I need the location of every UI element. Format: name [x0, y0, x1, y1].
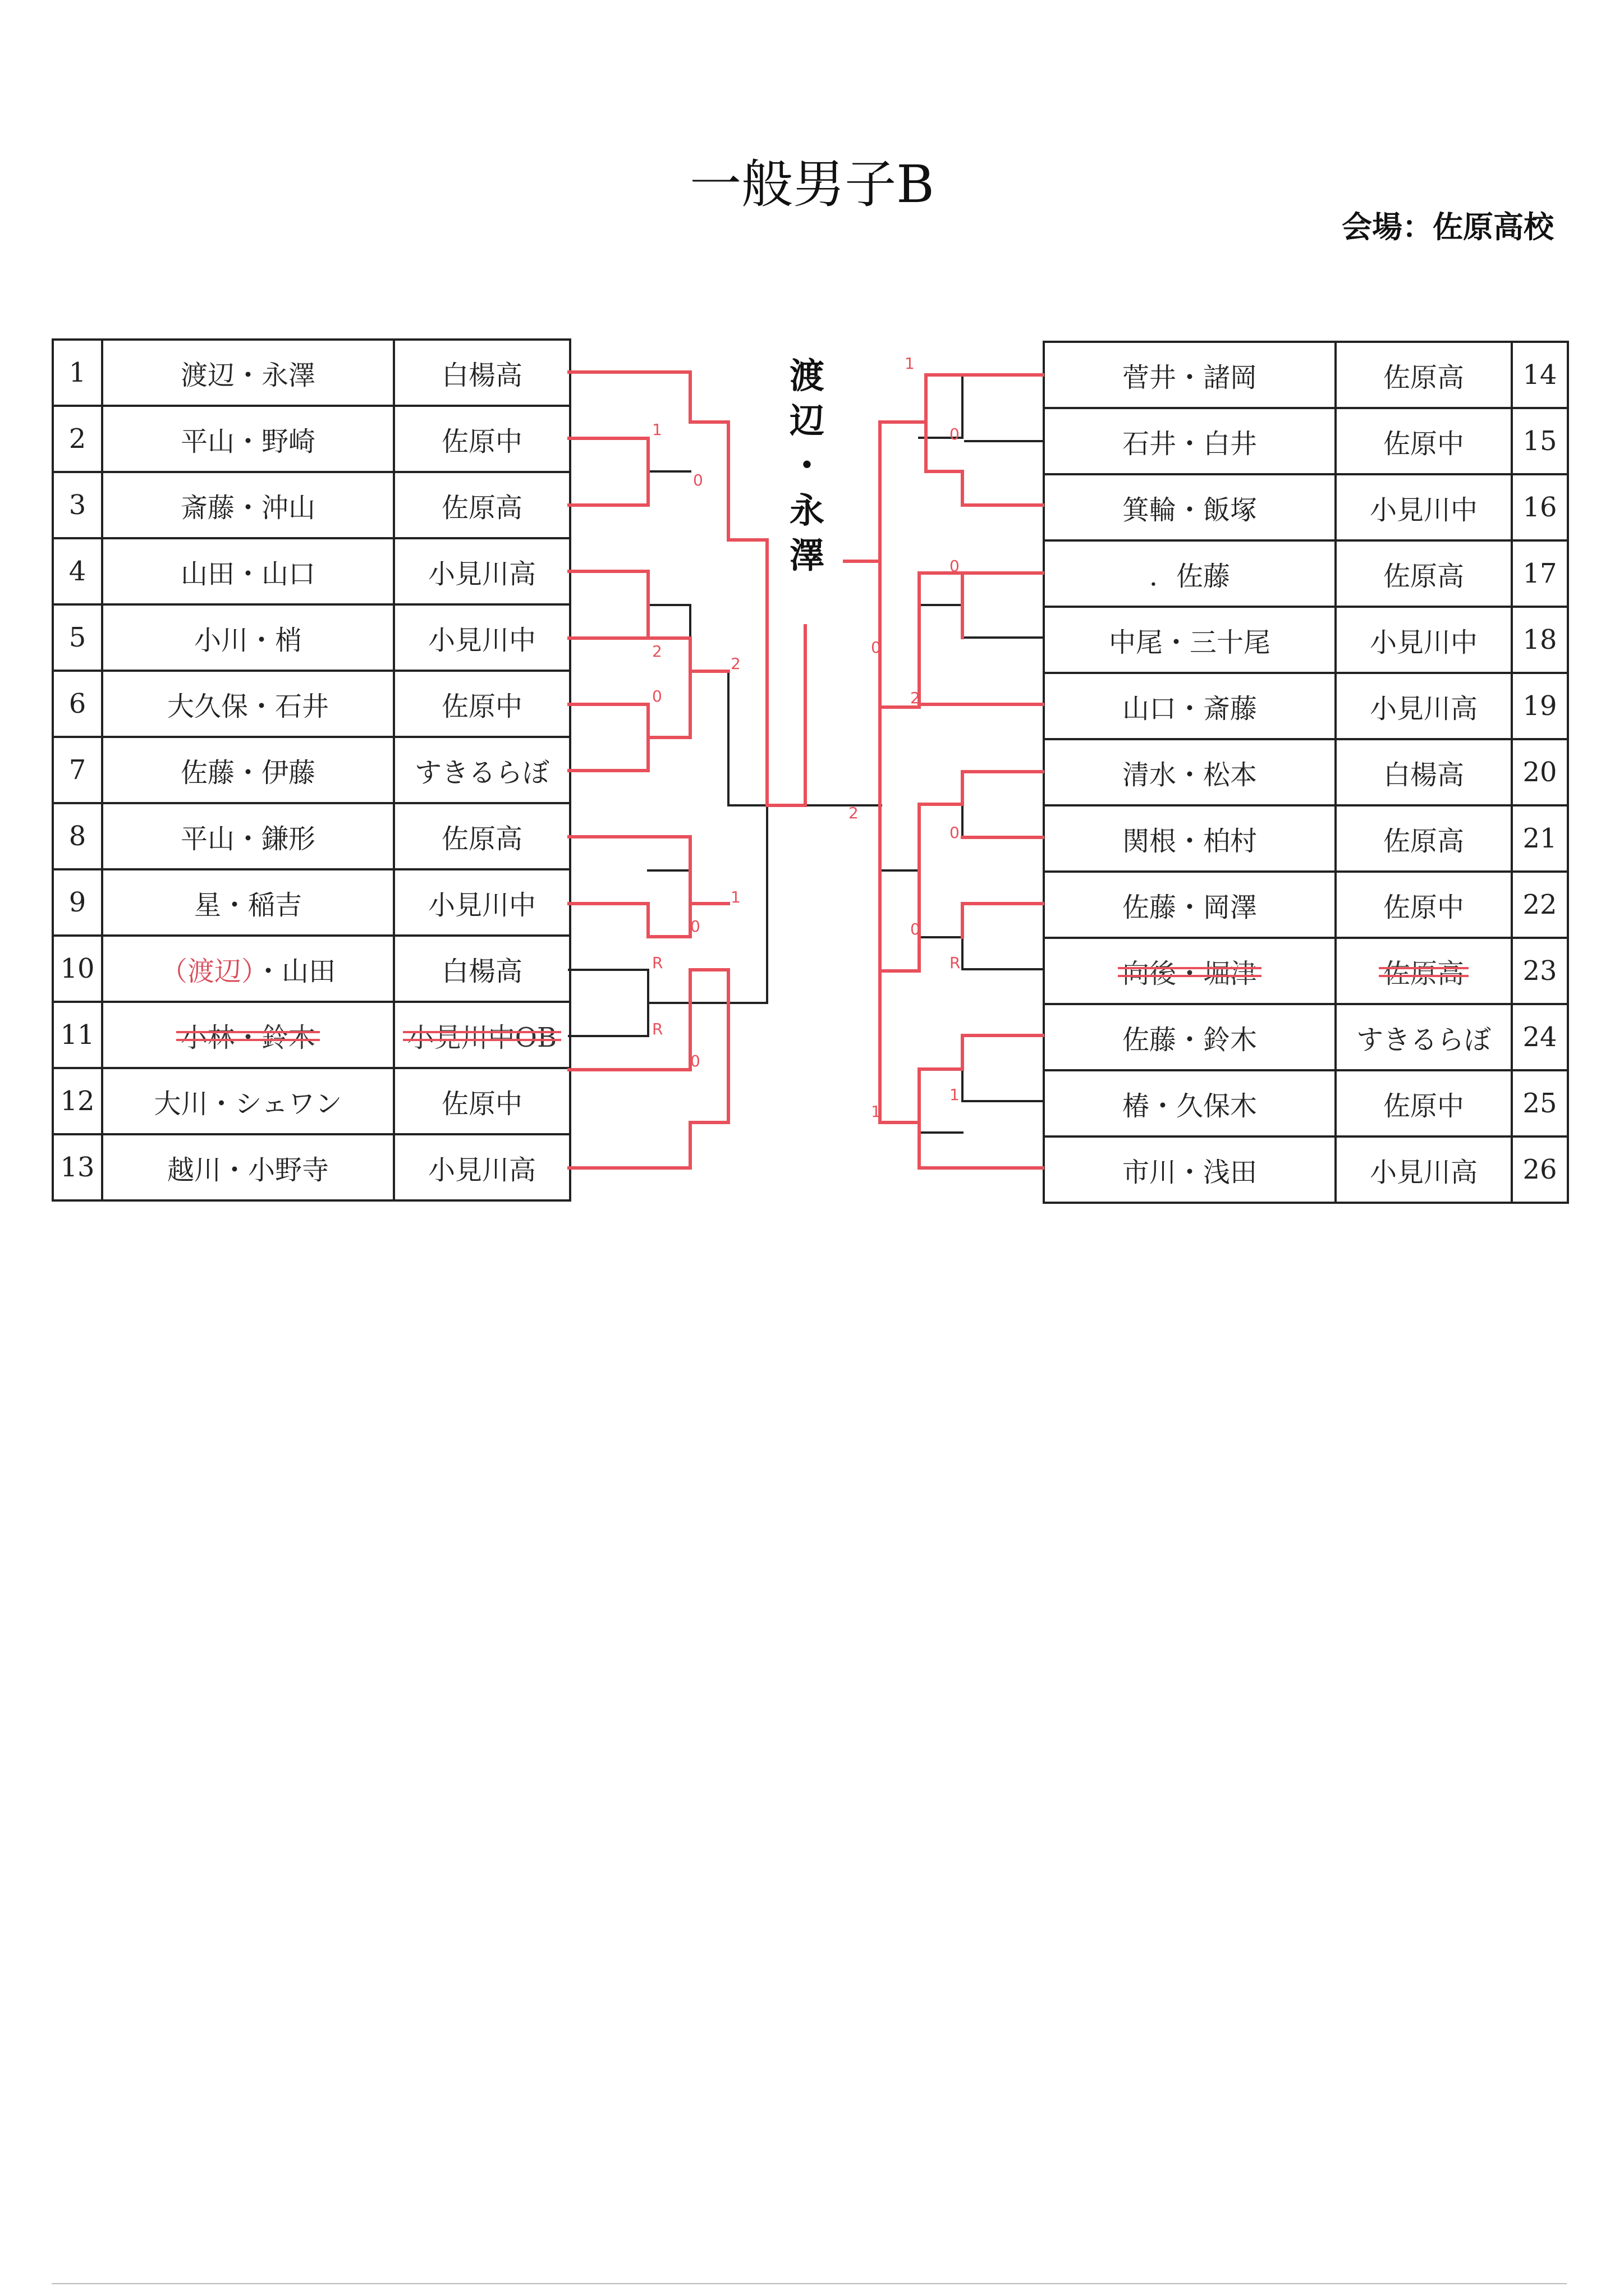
winner-line: [919, 1035, 1043, 1122]
bracket-line: [569, 970, 648, 1036]
pair-names: 佐藤・伊藤: [102, 737, 394, 803]
pair-names: 菅井・諸岡: [1044, 342, 1336, 408]
bracket-line: [648, 605, 690, 737]
champion-char: 渡: [789, 355, 824, 396]
entry-number: 3: [53, 472, 102, 538]
pair-names: 越川・小野寺: [102, 1134, 394, 1200]
score-mark: 2: [848, 804, 859, 822]
champion-char: 澤: [789, 535, 824, 576]
team-name: 小見川高: [394, 1134, 570, 1200]
score-mark: 0: [871, 638, 881, 657]
pair-names: 箕輪・飯塚: [1044, 474, 1336, 540]
pair-names: 平山・鎌形: [102, 803, 394, 869]
pair-names: 大久保・石井: [102, 671, 394, 737]
score-mark: 1: [731, 888, 741, 906]
score-mark: 2: [910, 689, 920, 707]
pair-names: 清水・松本: [1044, 739, 1336, 805]
team-name: 白楊高: [394, 340, 570, 406]
bracket-line: [962, 904, 1043, 969]
page-title: 一般男子B: [690, 154, 934, 214]
team-name: 佐原中: [1336, 1070, 1512, 1136]
entry-number: 6: [53, 671, 102, 737]
pair-names: 中尾・三十尾: [1044, 607, 1336, 673]
bracket-line: [569, 704, 648, 771]
entry-number: 16: [1512, 474, 1568, 540]
pair-names: 渡辺・永澤: [102, 340, 394, 406]
team-name: 佐原高: [1336, 805, 1512, 872]
champion-char: 辺: [789, 400, 824, 441]
entry-number: 22: [1512, 872, 1568, 938]
entry-number: 13: [53, 1134, 102, 1200]
team-name: 小見川中: [394, 869, 570, 936]
score-mark: 1: [871, 1102, 881, 1121]
bracket-line: [569, 438, 648, 505]
score-mark: 0: [690, 1052, 700, 1070]
pair-names: 小川・梢: [102, 604, 394, 671]
score-mark: 0: [949, 557, 960, 575]
entry-number: 11: [53, 1002, 102, 1068]
entry-number: 10: [53, 936, 102, 1002]
pair-names: 椿・久保木: [1044, 1070, 1336, 1136]
team-name: 佐原高: [394, 803, 570, 869]
team-name: 小見川中: [394, 604, 570, 671]
bracket-line: [569, 571, 648, 638]
entry-number: 20: [1512, 739, 1568, 805]
pair-names: ．佐藤: [1044, 540, 1336, 607]
entry-number: 12: [53, 1068, 102, 1134]
pair-names: 関根・柏村: [1044, 805, 1336, 872]
score-mark: 0: [910, 920, 920, 938]
score-mark: 2: [731, 654, 741, 673]
entry-number: 21: [1512, 805, 1568, 872]
entry-number: 5: [53, 604, 102, 671]
team-name: すきるらぼ: [1336, 1004, 1512, 1070]
score-mark: 2: [652, 642, 662, 661]
team-name: 佐原高: [1336, 342, 1512, 408]
bracket-line: [962, 772, 1043, 837]
team-name: 佐原中: [1336, 408, 1512, 474]
entry-number: 9: [53, 869, 102, 936]
pair-names-struck: 小林・鈴木: [181, 1016, 315, 1055]
champion-char: 永: [789, 490, 824, 531]
score-mark: 0: [949, 823, 960, 842]
score-mark: 1: [905, 354, 915, 373]
winner-line: [926, 422, 1043, 505]
winner-line: [569, 904, 690, 937]
bracket-line: [962, 573, 1043, 638]
winner-line: [880, 573, 962, 707]
pair-names: 斎藤・沖山: [102, 472, 394, 538]
team-name: 佐原高: [394, 472, 570, 538]
team-name: すきるらぼ: [394, 737, 570, 803]
entry-number: 1: [53, 340, 102, 406]
entry-number: 15: [1512, 408, 1568, 474]
pair-names: 山口・斎藤: [1044, 673, 1336, 739]
entry-number: 8: [53, 803, 102, 869]
winner-line: [569, 704, 648, 771]
score-mark: 1: [652, 420, 662, 439]
team-name: 白楊高: [1336, 739, 1512, 805]
entry-number: 7: [53, 737, 102, 803]
pair-rest: ・山田: [255, 955, 336, 987]
pair-names: 佐藤・鈴木: [1044, 1004, 1336, 1070]
entry-number: 2: [53, 406, 102, 472]
team-name: 佐原中: [394, 1068, 570, 1134]
winner-line: [845, 375, 1043, 561]
team-name: 小見川高: [394, 538, 570, 604]
winner-line: [962, 904, 1043, 937]
page-bottom-rule: [52, 2283, 1567, 2284]
score-mark: 1: [949, 1085, 960, 1104]
entry-number: 4: [53, 538, 102, 604]
team-name: 佐原中: [394, 671, 570, 737]
score-mark: 0: [652, 687, 662, 705]
bracket-line: [962, 1035, 1043, 1101]
score-mark: R: [652, 954, 663, 972]
entry-number: 18: [1512, 607, 1568, 673]
team-name: 佐原中: [1336, 872, 1512, 938]
entry-number: 25: [1512, 1070, 1568, 1136]
score-mark: 0: [949, 425, 960, 443]
pair-names: 石井・白井: [1044, 408, 1336, 474]
champion-char: ・: [789, 445, 824, 486]
pair-names: 佐藤・岡澤: [1044, 872, 1336, 938]
score-mark: 0: [690, 917, 700, 936]
pair-names: 市川・浅田: [1044, 1136, 1336, 1203]
score-mark: R: [949, 954, 961, 972]
score-mark: R: [652, 1020, 663, 1038]
entry-number: 17: [1512, 540, 1568, 607]
team-name: 小見川高: [1336, 1136, 1512, 1203]
winner-line: [962, 573, 1043, 638]
entry-number: 24: [1512, 1004, 1568, 1070]
pair-names-struck: 向後・堀津: [1122, 952, 1257, 991]
venue-label: 会場：佐原高校: [1342, 209, 1554, 245]
entry-number: 14: [1512, 342, 1568, 408]
team-name: 小見川中: [1336, 474, 1512, 540]
team-name-struck: 小見川中OB: [407, 1016, 557, 1055]
pair-names: 平山・野崎: [102, 406, 394, 472]
pair-names: 星・稲吉: [102, 869, 394, 936]
score-mark: 0: [693, 471, 703, 489]
team-name-struck: 佐原高: [1383, 952, 1464, 991]
bracket-line: [919, 375, 1043, 438]
champion-label: [776, 354, 838, 578]
team-name: 小見川中: [1336, 607, 1512, 673]
team-name: 小見川高: [1336, 673, 1512, 739]
entry-number: 23: [1512, 938, 1568, 1004]
team-name: 佐原高: [1336, 540, 1512, 607]
pair-paren: （渡辺）: [160, 955, 255, 987]
pair-names: 山田・山口: [102, 538, 394, 604]
entry-number: 19: [1512, 673, 1568, 739]
pair-names: 大川・シェワン: [102, 1068, 394, 1134]
entry-number: 26: [1512, 1136, 1568, 1203]
team-name: 佐原中: [394, 406, 570, 472]
team-name: 白楊高: [394, 936, 570, 1002]
